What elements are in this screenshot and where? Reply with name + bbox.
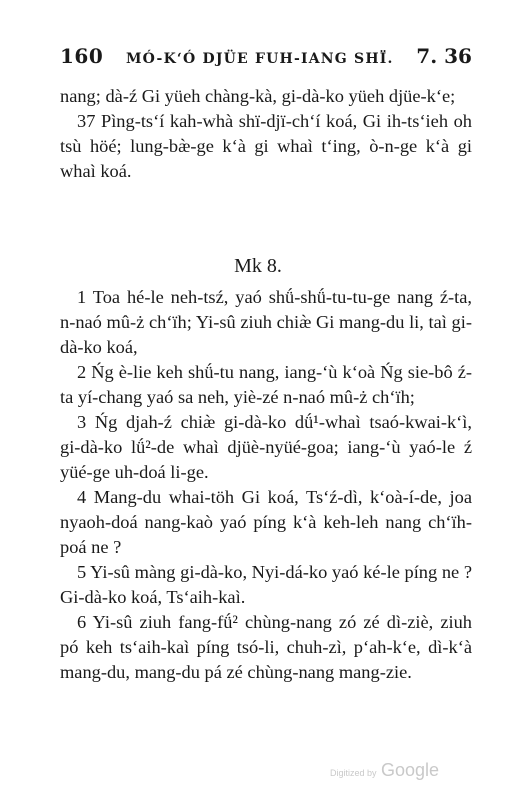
verse: 6 Yi-sû ziuh fang-fǘ² chùng-nang zó zé dì-ziè, ziuh pó keh ts‘aih-kaì píng tsó-li, chuh-zì, p‘ah-k‘e, dì-k‘à mang-du, mang-du pá zé chùng-nang mang-zie. xyxy=(60,612,472,682)
running-title: MÓ-K‘Ó DJÜE FUH-IANG SHÏ. xyxy=(125,51,394,67)
chapter-verse-reference: 7. 36 xyxy=(416,44,472,68)
chapter-heading: Mk 8. xyxy=(234,255,282,277)
digitized-by-google-watermark xyxy=(330,760,439,781)
verse: 5 Yi-sû màng gi-dà-ko, Nyi-dá-ko yaó ké-le píng ne ? Gi-dà-ko koá, Ts‘aih-kaì. xyxy=(60,562,472,607)
verse: 2 Ńg è-lie keh shǘ-tu nang, iang-‘ù k‘oà Ńg sie-bô ź-ta yí-chang yaó sa neh, yiè-zé n-naó mû-ż ch‘ïh; xyxy=(60,362,472,407)
verse: 1 Toa hé-le neh-tsź, yaó shǘ-shǘ-tu-tu-ge nang ź-ta, n-naó mû-ż ch‘ïh; Yi-sû ziuh chiæ̀ Gi mang-du li, taì gi-dà-ko koá, xyxy=(60,287,472,357)
running-header xyxy=(60,44,472,68)
page-number: 160 xyxy=(60,44,104,68)
paragraph: nang; dà-ź Gi yüeh chàng-kà, gi-dà-ko yüeh djüe-k‘e; xyxy=(60,86,456,106)
verse: 4 Mang-du whai-töh Gi koá, Ts‘ź-dì, k‘oà-í-de, joa nyaoh-doá nang-kaò yaó píng k‘à keh-leh nang ch‘ïh-poá ne ? xyxy=(60,487,472,557)
verse: 3 Ńg djah-ź chiæ̀ gi-dà-ko dǘ¹-whaì tsaó-kwai-k‘ì, gi-dà-ko lǘ²-de whaì djüè-nyüé-goa; iang-‘ù yaó-le ź yüé-ge uh-doá li-ge. xyxy=(60,412,472,482)
watermark-prefix: Digitized by xyxy=(330,768,377,778)
chapter-text-block xyxy=(60,285,472,685)
google-logo: Google xyxy=(380,760,440,780)
paragraph: 37 Pìng-ts‘í kah-whà shï-djï-ch‘í koá, Gi ih-ts‘ieh oh tsù höé; lung-bæ̀-ge k‘à gi whaì t‘ing, ò-n-ge k‘à gi whaì koá. xyxy=(60,111,472,181)
continued-text-block xyxy=(60,84,472,184)
